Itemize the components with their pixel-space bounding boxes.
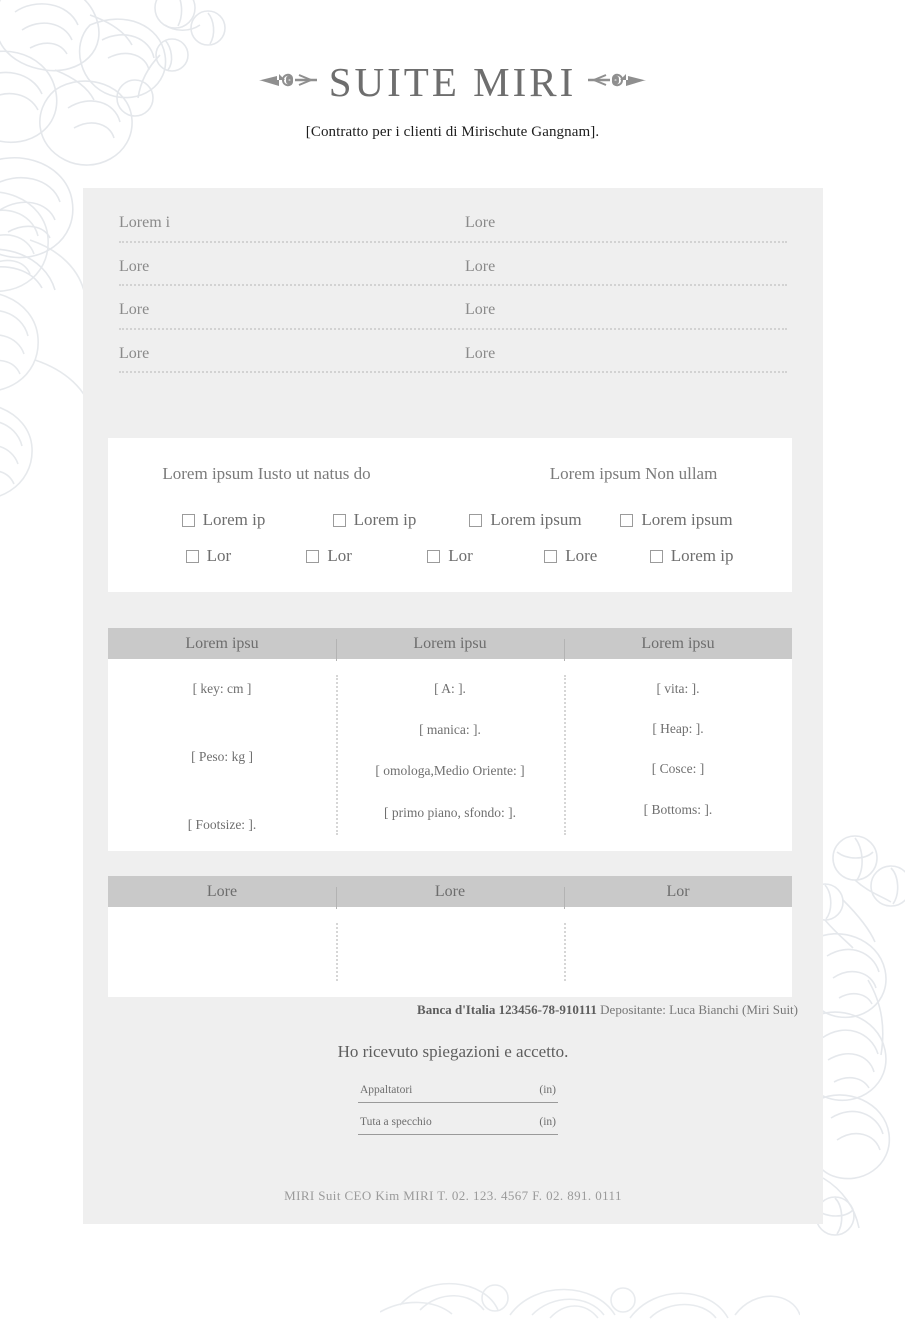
table-column[interactable] xyxy=(336,907,564,997)
field-label-left: Lore xyxy=(119,301,150,319)
table-column xyxy=(108,659,336,851)
document-footer: MIRI Suit CEO Kim MIRI T. 02. 123. 4567 F. 02. 891. 0111 xyxy=(284,1188,622,1203)
form-panel xyxy=(83,188,823,1224)
table-cell[interactable]: [ Peso: kg ] xyxy=(191,749,253,765)
checkbox-row-1 xyxy=(108,510,792,530)
field-list xyxy=(83,188,823,373)
field-row[interactable] xyxy=(119,345,787,374)
table-cell[interactable]: [ Cosce: ] xyxy=(651,761,705,777)
table-cell[interactable]: [ Heap: ]. xyxy=(652,721,704,737)
checkbox-item[interactable] xyxy=(450,510,601,530)
signature-unit: (in) xyxy=(539,1084,556,1096)
document-header xyxy=(0,0,905,141)
flourish-right-icon xyxy=(586,65,646,100)
field-label-right: Lore xyxy=(465,301,496,319)
checkbox-icon[interactable] xyxy=(544,550,557,563)
checkbox-label: Lor xyxy=(448,546,473,565)
checkbox-item[interactable] xyxy=(269,546,390,566)
field-label-right: Lore xyxy=(465,214,496,231)
table-column xyxy=(564,659,792,851)
checkbox-item[interactable] xyxy=(631,546,752,566)
checkbox-item[interactable] xyxy=(390,546,511,566)
table-column xyxy=(336,659,564,851)
table-column[interactable] xyxy=(108,907,336,997)
flourish-left-icon xyxy=(259,65,319,100)
field-label-right: Lore xyxy=(465,257,496,275)
table-cell[interactable]: [ manica: ]. xyxy=(419,722,481,738)
checkbox-icon[interactable] xyxy=(333,514,346,527)
table-column[interactable] xyxy=(564,907,792,997)
checkbox-icon[interactable] xyxy=(620,514,633,527)
checkbox-section xyxy=(108,438,792,592)
checkbox-icon[interactable] xyxy=(427,550,440,563)
title-row xyxy=(0,59,905,105)
checkbox-label: Lorem ip xyxy=(202,510,266,529)
checkbox-icon[interactable] xyxy=(469,514,482,527)
field-label-left: Lore xyxy=(119,257,150,275)
bank-depositor: Depositante: Luca Bianchi (Miri Suit) xyxy=(600,1002,798,1017)
table-header-cell: Lorem ipsu xyxy=(185,634,259,652)
table-header-cell: Lor xyxy=(564,883,792,901)
signature-label: Tuta a specchio xyxy=(360,1116,432,1128)
acceptance-statement: Ho ricevuto spiegazioni e accetto. xyxy=(337,1042,569,1061)
bank-account-number: Banca d'Italia 123456-78-910111 xyxy=(417,1002,597,1017)
table-header-cell: Lorem ipsu xyxy=(564,635,792,653)
field-label-left: Lorem i xyxy=(119,214,171,231)
field-label-right: Lore xyxy=(465,344,496,362)
checkbox-item[interactable] xyxy=(601,510,752,530)
signature-unit: (in) xyxy=(539,1116,556,1128)
signature-row[interactable] xyxy=(358,1116,558,1135)
checkbox-heading-left: Lorem ipsum Iusto ut natus do xyxy=(162,464,371,483)
table-body xyxy=(108,907,792,997)
table-cell[interactable]: [ vita: ]. xyxy=(656,681,700,696)
checkbox-icon[interactable] xyxy=(650,550,663,563)
checkbox-section-headings xyxy=(108,464,792,484)
bank-account-line xyxy=(417,1002,798,1018)
table-cell[interactable]: [ key: cm ] xyxy=(192,681,252,696)
signature-label: Appaltatori xyxy=(360,1084,413,1096)
checkbox-heading-right: Lorem ipsum Non ullam xyxy=(549,464,718,483)
page-title: SUITE MIRI xyxy=(328,59,577,105)
checkbox-label: Lor xyxy=(206,546,232,565)
field-row[interactable] xyxy=(119,301,787,330)
checkbox-label: Lorem ipsum xyxy=(641,510,733,529)
checkbox-item[interactable] xyxy=(148,510,299,530)
checkbox-item[interactable] xyxy=(148,546,269,566)
table-cell[interactable]: [ omologa,Medio Oriente: ] xyxy=(375,763,525,779)
signature-row[interactable] xyxy=(358,1084,558,1103)
secondary-table xyxy=(108,876,792,997)
field-label-left: Lore xyxy=(119,344,150,362)
table-header-row xyxy=(108,876,792,907)
table-header-row xyxy=(108,628,792,659)
checkbox-item[interactable] xyxy=(510,546,631,566)
checkbox-label: Lorem ip xyxy=(670,546,734,565)
field-row[interactable] xyxy=(119,258,787,287)
table-header-cell: Lore xyxy=(206,882,238,900)
checkbox-row-2 xyxy=(108,546,792,566)
table-cell[interactable]: [ primo piano, sfondo: ]. xyxy=(384,804,516,820)
checkbox-label: Lorem ipsum xyxy=(490,510,582,529)
measurements-table xyxy=(108,628,792,851)
checkbox-label: Lor xyxy=(327,546,352,565)
table-cell[interactable]: [ Bottoms: ]. xyxy=(643,801,713,817)
checkbox-label: Lorem ip xyxy=(353,510,417,529)
checkbox-icon[interactable] xyxy=(182,514,195,527)
table-header-cell: Lore xyxy=(336,883,564,901)
field-row[interactable] xyxy=(119,214,787,243)
checkbox-item[interactable] xyxy=(299,510,450,530)
page-subtitle: [Contratto per i clienti di Mirischute Gangnam]. xyxy=(305,124,600,140)
table-cell[interactable]: [ Footsize: ]. xyxy=(187,817,257,833)
table-cell[interactable]: [ A: ]. xyxy=(434,681,466,696)
checkbox-icon[interactable] xyxy=(306,550,319,563)
table-body xyxy=(108,659,792,851)
table-header-cell: Lorem ipsu xyxy=(336,635,564,653)
checkbox-icon[interactable] xyxy=(186,550,199,563)
checkbox-label: Lore xyxy=(565,546,598,565)
signature-block xyxy=(358,1084,558,1148)
